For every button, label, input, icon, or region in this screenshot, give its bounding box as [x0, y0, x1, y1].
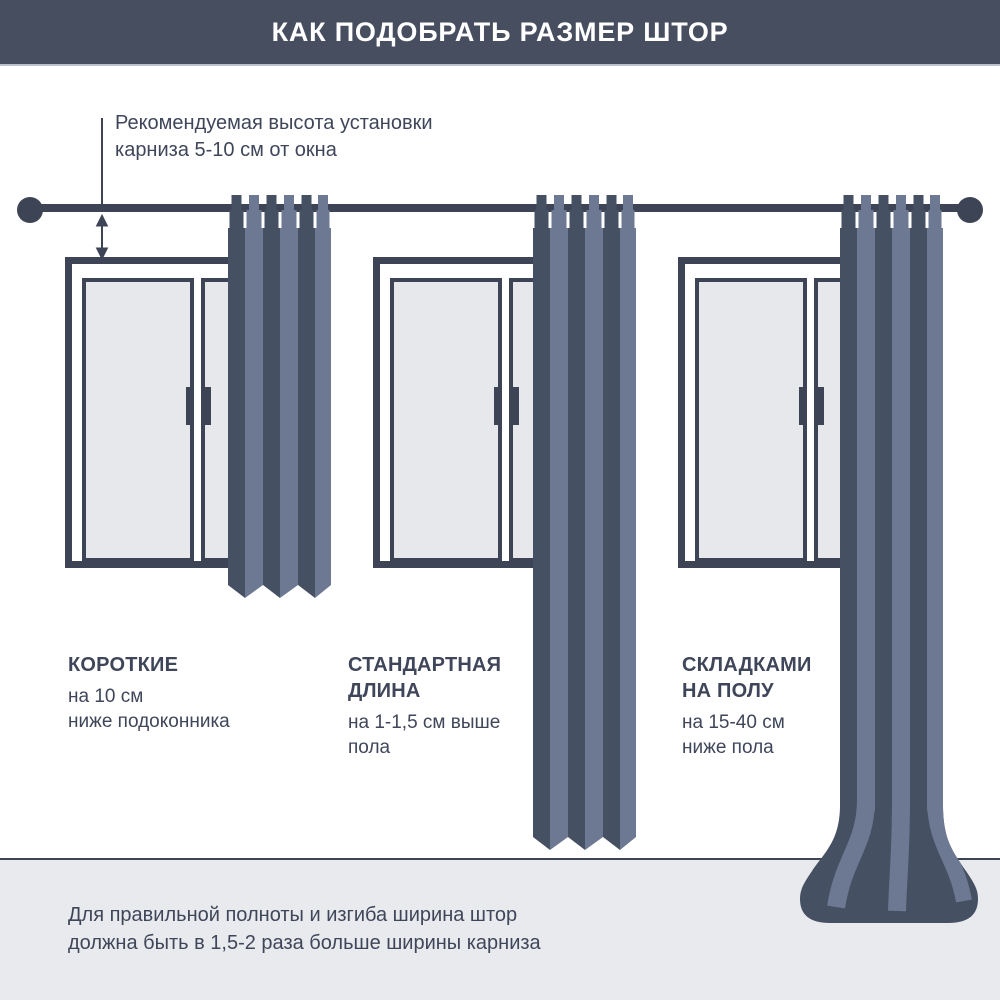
- page-title: КАК ПОДОБРАТЬ РАЗМЕР ШТОР: [271, 16, 729, 47]
- label-folds-title-1: СКЛАДКАМИ: [682, 654, 812, 676]
- window-3-pane-left: [695, 278, 807, 562]
- footer-note: [68, 901, 541, 957]
- label-standard-title-1: СТАНДАРТНАЯ: [348, 654, 502, 676]
- window-2-handle-left: [494, 387, 502, 425]
- label-folds-desc-2: ниже пола: [682, 737, 774, 758]
- curtain-pooled-on-floor: [798, 193, 980, 930]
- label-folds: [682, 652, 812, 760]
- rod-finial-left: [17, 197, 43, 223]
- label-short-title: КОРОТКИЕ: [68, 654, 179, 676]
- rod-height-annotation: [115, 110, 433, 164]
- curtain-standard-length: [533, 193, 636, 851]
- label-standard-desc-1: на 1-1,5 см выше: [348, 712, 501, 733]
- header-bar: [0, 0, 1000, 66]
- dimension-arrow-icon: [93, 214, 111, 260]
- window-1-handle-right: [203, 387, 211, 425]
- footer-line-1: Для правильной полноты и изгиба ширина штор: [68, 904, 518, 926]
- label-short-desc-2: ниже подоконника: [68, 711, 230, 732]
- annotation-line-1: Рекомендуемая высота установки: [115, 112, 433, 134]
- label-folds-title-2: НА ПОЛУ: [682, 680, 774, 702]
- window-2-pane-left: [390, 278, 502, 562]
- label-folds-desc-1: на 15-40 см: [682, 712, 785, 733]
- window-1-pane-left: [82, 278, 194, 562]
- window-1-handle-left: [186, 387, 194, 425]
- label-standard: [348, 652, 501, 760]
- label-standard-title-2: ДЛИНА: [348, 680, 421, 702]
- annotation-leader-line: [101, 118, 103, 205]
- label-standard-desc-2: пола: [348, 737, 391, 758]
- annotation-line-2: карниза 5-10 см от окна: [115, 139, 337, 161]
- footer-line-2: должна быть в 1,5-2 раза больше ширины карниза: [68, 932, 541, 954]
- label-short: [68, 652, 230, 734]
- label-short-desc-1: на 10 см: [68, 686, 144, 707]
- window-2-handle-right: [511, 387, 519, 425]
- curtain-short: [228, 193, 331, 599]
